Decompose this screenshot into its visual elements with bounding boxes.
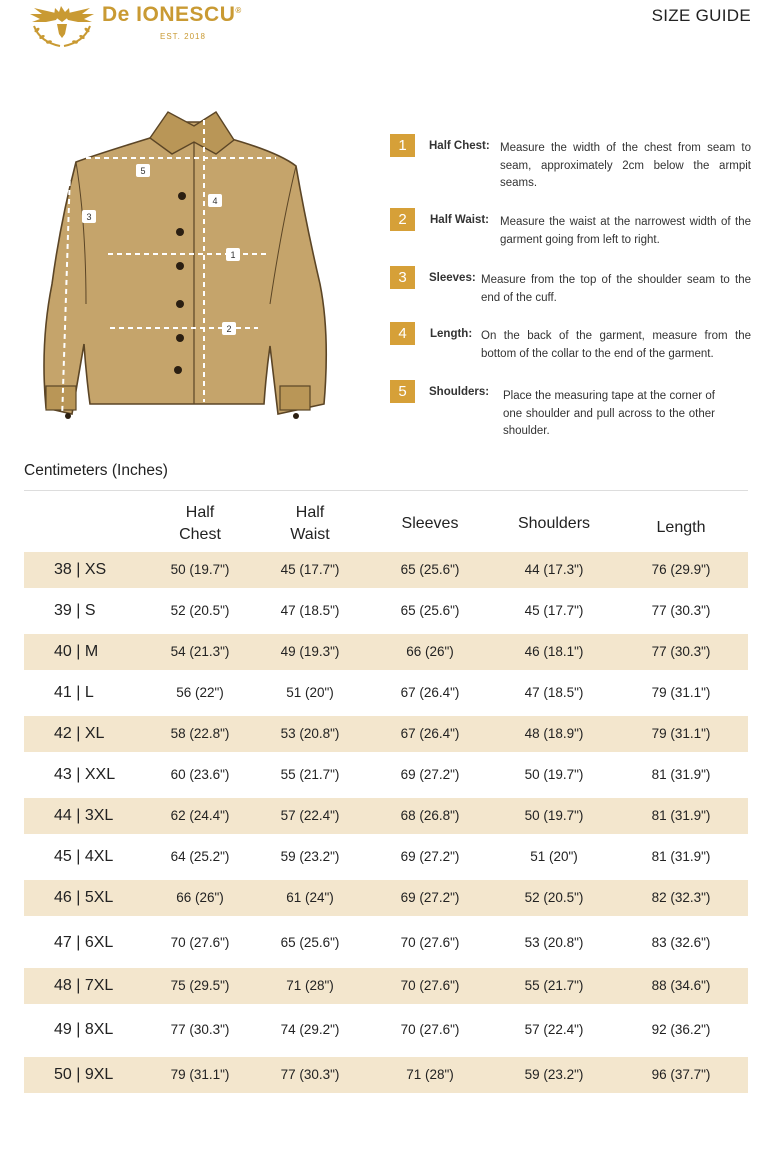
instruction-title: Sleeves: <box>429 272 476 284</box>
cell-half-chest: 58 (22.8") <box>170 726 230 741</box>
cell-length: 96 (37.7") <box>651 1067 711 1082</box>
cell-shoulders: 57 (22.4") <box>524 1022 584 1037</box>
cell-half-chest: 52 (20.5") <box>170 603 230 618</box>
instruction-text: Measure from the top of the shoulder seam to the end of the cuff. <box>481 274 751 304</box>
measurement-instructions <box>390 134 760 444</box>
table-row <box>24 1057 748 1093</box>
cell-sleeves: 70 (27.6") <box>400 1022 460 1037</box>
instruction-number: 4 <box>390 322 415 345</box>
jacket-diagram <box>38 104 338 440</box>
size-table-header <box>24 498 748 550</box>
cell-sleeves: 67 (26.4") <box>400 685 460 700</box>
table-row <box>24 675 748 711</box>
table-row <box>24 757 748 793</box>
cell-length: 82 (32.3") <box>651 890 711 905</box>
cell-half-waist: 74 (29.2") <box>280 1022 340 1037</box>
cell-length: 81 (31.9") <box>651 808 711 823</box>
cell-half-waist: 51 (20") <box>286 685 334 700</box>
cell-length: 88 (34.6") <box>651 978 711 993</box>
header-half-chest: Half Chest <box>179 504 221 543</box>
cell-shoulders: 51 (20") <box>530 849 578 864</box>
cell-shoulders: 52 (20.5") <box>524 890 584 905</box>
cell-shoulders: 44 (17.3") <box>524 562 584 577</box>
cell-half-waist: 57 (22.4") <box>280 808 340 823</box>
cell-sleeves: 68 (26.8") <box>400 808 460 823</box>
table-row <box>24 593 748 629</box>
header-sleeves: Sleeves <box>401 515 459 532</box>
table-row <box>24 839 748 875</box>
cell-shoulders: 47 (18.5") <box>524 685 584 700</box>
cell-size: 49 | 8XL <box>54 1021 114 1038</box>
cell-shoulders: 59 (23.2") <box>524 1067 584 1082</box>
cell-shoulders: 53 (20.8") <box>524 935 584 950</box>
cell-length: 76 (29.9") <box>651 562 711 577</box>
cell-length: 79 (31.1") <box>651 685 711 700</box>
cell-half-chest: 54 (21.3") <box>170 644 230 659</box>
cell-sleeves: 65 (25.6") <box>400 603 460 618</box>
cell-size: 41 | L <box>54 684 94 701</box>
cell-length: 79 (31.1") <box>651 726 711 741</box>
instruction-number: 5 <box>390 380 415 403</box>
cell-size: 40 | M <box>54 643 99 660</box>
cell-half-waist: 45 (17.7") <box>280 562 340 577</box>
cell-half-waist: 71 (28") <box>286 978 334 993</box>
cell-half-chest: 77 (30.3") <box>170 1022 230 1037</box>
cell-sleeves: 65 (25.6") <box>400 562 460 577</box>
cell-size: 46 | 5XL <box>54 889 114 906</box>
cell-half-chest: 50 (19.7") <box>170 562 230 577</box>
cell-size: 50 | 9XL <box>54 1066 114 1083</box>
cell-half-chest: 64 (25.2") <box>170 849 230 864</box>
table-row <box>24 1012 748 1048</box>
instruction-title: Length: <box>430 328 473 340</box>
header-size <box>24 498 134 550</box>
table-row <box>24 634 748 670</box>
cell-sleeves: 69 (27.2") <box>400 849 460 864</box>
cell-shoulders: 48 (18.9") <box>524 726 584 741</box>
jacket-body <box>44 122 326 414</box>
instruction-number: 1 <box>390 134 415 157</box>
instruction-text: On the back of the garment, measure from the bottom of the collar to the end of the garment. <box>481 330 751 360</box>
cell-half-waist: 61 (24") <box>286 890 334 905</box>
cell-length: 77 (30.3") <box>651 603 711 618</box>
marker-1: 1 <box>230 250 236 260</box>
page-title: SIZE GUIDE <box>651 6 751 25</box>
header-half-waist: Half Waist <box>290 504 330 543</box>
cell-half-waist: 49 (19.3") <box>280 644 340 659</box>
cell-half-waist: 55 (21.7") <box>280 767 340 782</box>
cell-half-waist: 77 (30.3") <box>280 1067 340 1082</box>
table-row <box>24 716 748 752</box>
marker-3: 3 <box>86 212 92 222</box>
cell-size: 42 | XL <box>54 725 105 742</box>
table-row <box>24 968 748 1004</box>
header-shoulders: Shoulders <box>517 515 591 532</box>
brand-established: EST. 2018 <box>160 32 206 41</box>
marker-5: 5 <box>140 166 146 176</box>
cell-half-chest: 60 (23.6") <box>170 767 230 782</box>
left-cuff <box>46 386 76 410</box>
cell-length: 83 (32.6") <box>651 935 711 950</box>
cell-half-chest: 56 (22") <box>176 685 224 700</box>
table-row <box>24 552 748 588</box>
table-row <box>24 798 748 834</box>
cell-length: 92 (36.2") <box>651 1022 711 1037</box>
cell-half-waist: 47 (18.5") <box>280 603 340 618</box>
table-row <box>24 880 748 916</box>
instruction-text: Measure the width of the chest from seam to seam, approximately 2cm below the armpit seams. <box>500 142 751 189</box>
cell-half-waist: 53 (20.8") <box>280 726 340 741</box>
cell-size: 48 | 7XL <box>54 977 114 994</box>
instruction-number: 2 <box>390 208 415 231</box>
instruction-text: Place the measuring tape at the corner of one shoulder and pull across to the other shoulder. <box>503 390 715 437</box>
cell-sleeves: 70 (27.6") <box>400 978 460 993</box>
cell-size: 39 | S <box>54 602 96 619</box>
cell-shoulders: 55 (21.7") <box>524 978 584 993</box>
cell-sleeves: 71 (28") <box>406 1067 454 1082</box>
cell-shoulders: 45 (17.7") <box>524 603 584 618</box>
cell-sleeves: 69 (27.2") <box>400 890 460 905</box>
right-cuff <box>280 386 310 410</box>
cell-half-chest: 79 (31.1") <box>170 1067 230 1082</box>
cell-size: 38 | XS <box>54 561 107 578</box>
instruction-number: 3 <box>390 266 415 289</box>
cell-half-chest: 66 (26") <box>176 890 224 905</box>
cell-size: 44 | 3XL <box>54 807 114 824</box>
table-row <box>24 925 748 961</box>
cell-sleeves: 67 (26.4") <box>400 726 460 741</box>
cell-half-waist: 65 (25.6") <box>280 935 340 950</box>
instruction-title: Shoulders: <box>429 386 490 398</box>
cell-size: 45 | 4XL <box>54 848 114 865</box>
units-label: Centimeters (Inches) <box>24 462 168 479</box>
divider <box>24 490 748 491</box>
page-header <box>0 0 770 60</box>
cell-length: 81 (31.9") <box>651 767 711 782</box>
cell-half-chest: 70 (27.6") <box>170 935 230 950</box>
cell-size: 47 | 6XL <box>54 934 114 951</box>
cell-shoulders: 46 (18.1") <box>524 644 584 659</box>
cell-sleeves: 70 (27.6") <box>400 935 460 950</box>
cell-shoulders: 50 (19.7") <box>524 767 584 782</box>
cell-sleeves: 69 (27.2") <box>400 767 460 782</box>
cell-half-chest: 62 (24.4") <box>170 808 230 823</box>
marker-2: 2 <box>226 324 232 334</box>
cell-half-waist: 59 (23.2") <box>280 849 340 864</box>
instruction-title: Half Waist: <box>430 214 489 226</box>
instruction-text: Measure the waist at the narrowest width of the garment going from left to right. <box>500 216 751 246</box>
cell-half-chest: 75 (29.5") <box>170 978 230 993</box>
cell-length: 81 (31.9") <box>651 849 711 864</box>
brand-name: De IONESCU® <box>102 3 242 26</box>
cell-sleeves: 66 (26") <box>406 644 454 659</box>
cell-shoulders: 50 (19.7") <box>524 808 584 823</box>
eagle-laurel-icon <box>30 6 94 46</box>
marker-4: 4 <box>212 196 218 206</box>
instruction-title: Half Chest: <box>429 140 490 152</box>
cell-length: 77 (30.3") <box>651 644 711 659</box>
header-length: Length <box>656 519 706 536</box>
cell-size: 43 | XXL <box>54 766 116 783</box>
